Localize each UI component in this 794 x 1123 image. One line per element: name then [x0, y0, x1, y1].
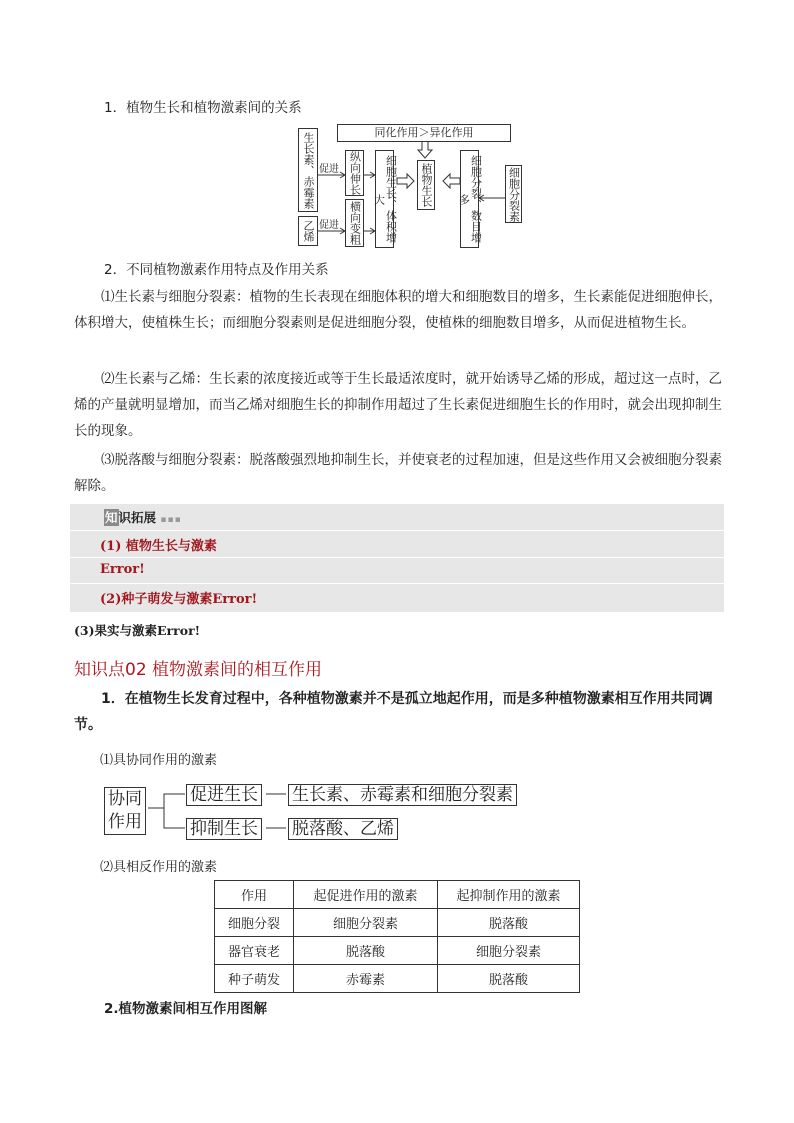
antagonism-subheading: ⑵具相反作用的激素: [100, 860, 218, 875]
table-cell: 细胞分裂素: [294, 909, 438, 937]
knowledge-item-1-error: Error!: [100, 562, 145, 577]
knowledge-tag-dots: ▪▪▪: [160, 515, 182, 525]
table-header-cell: 起抑制作用的激素: [438, 881, 580, 909]
table-header-row: [215, 881, 580, 909]
knowledge-row-2: [70, 557, 724, 584]
section1-heading: 1．植物生长和植物激素间的关系: [104, 100, 302, 116]
knowledge-extension-box: [70, 504, 724, 612]
synergy-root-line2: 作用: [108, 812, 142, 832]
thickening-box: 横向变粗: [345, 199, 364, 247]
table-cell: 细胞分裂素: [438, 937, 580, 965]
promote-label-b: 促进: [319, 220, 339, 231]
kp02-title: 知识点02 植物激素间的相互作用: [74, 660, 323, 680]
section2-heading: 2．不同植物激素作用特点及作用关系: [104, 262, 329, 278]
synergy-root-box: [104, 787, 146, 835]
elongation-box: 纵向伸长: [345, 150, 364, 196]
cell-growth-box: 细胞生长、体积增大: [375, 150, 394, 248]
paragraph-aba-cytokinin: ⑶脱落酸与细胞分裂素：脱落酸强烈地抑制生长，并使衰老的过程加速，但是这些作用又会被细胞分裂素解除。: [74, 452, 722, 494]
knowledge-tag-highlight: 知: [105, 510, 118, 525]
synergy-subheading: ⑴具协同作用的激素: [100, 753, 218, 768]
promote-label-a: 促进: [319, 164, 339, 175]
table-cell: 脱落酸: [438, 965, 580, 993]
knowledge-row-3: [70, 583, 724, 610]
paragraph-auxin-cytokinin: ⑴生长素与细胞分裂素：植物的生长表现在细胞体积的增大和细胞数目的增多，生长素能促进细胞伸长，体积增大，使植株生长；而细胞分裂素则是促进细胞分裂，使植株的细胞数目增多，从而促进植物生长。: [74, 289, 722, 331]
table-cell: 脱落酸: [438, 909, 580, 937]
paragraph-auxin-ethylene: ⑵生长素与乙烯：生长素的浓度接近或等于生长最适浓度时，就开始诱导乙烯的形成，超过这一点时，乙烯的产量就明显增加，而当乙烯对细胞生长的抑制作用超过了生长素促进细胞生长的作用时，就会出现抑制生长的现象。: [74, 371, 722, 439]
knowledge-row-1: [70, 530, 724, 557]
plant-growth-box: 植物生长: [417, 160, 435, 210]
knowledge-item-3: (3)果实与激素Error!: [74, 623, 201, 638]
table-header-cell: 起促进作用的激素: [294, 881, 438, 909]
knowledge-tag: [104, 508, 182, 526]
inhibit-growth-box: 抑制生长: [186, 818, 262, 840]
table-row: [215, 909, 580, 937]
table-cell: 器官衰老: [215, 937, 294, 965]
knowledge-item-2: (2)种子萌发与激素Error!: [100, 592, 258, 607]
table-header-cell: 作用: [215, 881, 294, 909]
synergy-root-line1: 协同: [108, 789, 142, 809]
kp02-lead: 1．在植物生长发育过程中，各种植物激素并不是孤立地起作用，而是多种植物激素相互作用共同调节。: [74, 691, 713, 733]
table-cell: 赤霉素: [294, 965, 438, 993]
hormone-auxin-gibberellin-box: 生长素、赤霉素: [298, 128, 318, 212]
table-cell: 种子萌发: [215, 965, 294, 993]
promote-hormones-box: 生长素、赤霉素和细胞分裂素: [288, 784, 517, 806]
knowledge-tag-text: 识拓展: [118, 510, 157, 525]
table-row: [215, 965, 580, 993]
cell-division-box: 细胞分裂、数目增多: [460, 150, 479, 248]
antagonism-table: [214, 880, 580, 993]
knowledge-item-1: (1) 植物生长与激素: [100, 539, 217, 554]
inhibit-hormones-box: 脱落酸、乙烯: [288, 818, 398, 840]
hormone-ethylene-box: 乙烯: [298, 216, 318, 246]
table-cell: 脱落酸: [294, 937, 438, 965]
table-cell: 细胞分裂: [215, 909, 294, 937]
promote-growth-box: 促进生长: [186, 784, 262, 806]
cytokinin-box: 细胞分裂素: [505, 165, 522, 223]
interaction-figure-title: 2.植物激素间相互作用图解: [104, 1001, 268, 1017]
anabolism-label-box: 同化作用＞异化作用: [337, 124, 511, 142]
table-row: [215, 937, 580, 965]
